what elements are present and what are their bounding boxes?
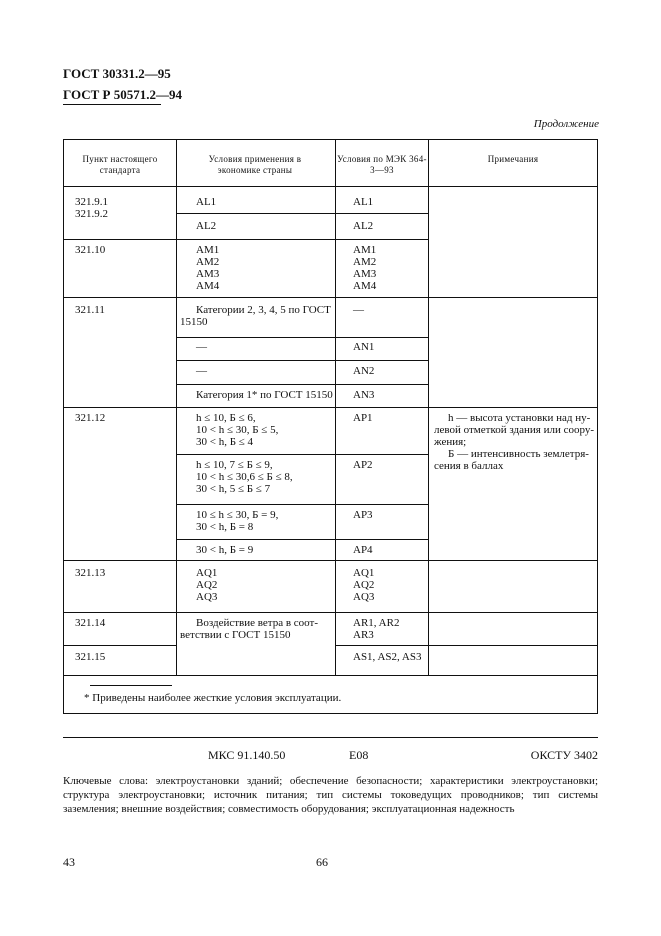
e-code: Е08	[349, 748, 369, 762]
condition-cell: Категории 2, 3, 4, 5 по ГОСТ	[196, 304, 331, 316]
iec-cell: AP1	[353, 412, 373, 424]
standard-title-2: ГОСТ Р 50571.2—94	[63, 87, 182, 102]
okstu-code: ОКСТУ 3402	[530, 748, 598, 762]
note-line: h — высота установки над ну-	[448, 412, 591, 424]
condition-cell: 30 < h, 5 ≤ Б ≤ 7	[196, 483, 271, 495]
condition-cell: 10 ≤ h ≤ 30, Б = 9,	[196, 509, 279, 521]
standard-title-1: ГОСТ 30331.2—95	[63, 66, 171, 81]
condition-cell: AM1	[196, 244, 220, 256]
iec-cell: AM2	[353, 256, 377, 268]
iec-cell: AR3	[353, 629, 374, 641]
iec-cell: AS1, AS2, AS3	[353, 651, 422, 663]
iec-cell: AP3	[353, 509, 373, 521]
iec-cell: AQ3	[353, 591, 375, 603]
iec-cell: AM3	[353, 268, 377, 280]
condition-cell: 10 < h ≤ 30,6 ≤ Б ≤ 8,	[196, 471, 293, 483]
clause-cell: 321.11	[75, 304, 105, 316]
condition-cell: AQ2	[196, 579, 218, 591]
note-line: Б — интенсивность землетря-	[448, 448, 589, 460]
iec-cell: AN2	[353, 365, 375, 377]
divider	[63, 737, 598, 738]
clause-cell: 321.10	[75, 244, 106, 256]
clause-cell: 321.15	[75, 651, 106, 663]
note-line: жения;	[434, 436, 467, 448]
col-header-conditions: Условия применения в экономике страны	[208, 154, 302, 175]
iec-cell: AM4	[353, 280, 377, 292]
condition-cell: AQ1	[196, 567, 218, 579]
condition-cell: AQ3	[196, 591, 218, 603]
condition-cell: —	[196, 365, 207, 377]
condition-cell: AL2	[196, 220, 217, 232]
condition-cell: AM3	[196, 268, 220, 280]
condition-cell: h ≤ 10, Б ≤ 6,	[196, 412, 256, 424]
condition-cell: ветствии с ГОСТ 15150	[180, 629, 291, 641]
clause-cell: 321.12	[75, 412, 106, 424]
note-line: левой отметкой здания или соору-	[434, 424, 594, 436]
condition-cell: 30 < h, Б ≤ 4	[196, 436, 254, 448]
condition-cell: Воздействие ветра в соот-	[196, 617, 318, 629]
iec-cell: AQ1	[353, 567, 375, 579]
condition-cell: 10 < h ≤ 30, Б ≤ 5,	[196, 424, 279, 436]
col-header-clause: Пункт настоящего стандарта	[82, 154, 158, 175]
note-line: сения в баллах	[434, 460, 504, 472]
condition-cell: Категория 1* по ГОСТ 15150	[196, 389, 333, 401]
iec-cell: AM1	[353, 244, 377, 256]
condition-cell: h ≤ 10, 7 ≤ Б ≤ 9,	[196, 459, 273, 471]
iec-cell: AQ2	[353, 579, 375, 591]
header-divider	[63, 104, 161, 105]
page-number-left: 43	[63, 855, 75, 869]
iec-cell: AN1	[353, 341, 375, 353]
clause-cell: 321.9.1	[75, 196, 108, 208]
condition-cell: 15150	[180, 316, 208, 328]
iec-cell: —	[353, 304, 364, 316]
clause-cell: 321.13	[75, 567, 106, 579]
condition-cell: AM2	[196, 256, 220, 268]
col-header-iec: Условия по МЭК 364-3—93	[337, 154, 427, 175]
condition-cell: 30 < h, Б = 9	[196, 544, 254, 556]
keywords: Ключевые слова: электроустановки зданий; обеспечение безопасности; характеристики электроустановки; структура электроустановки; источник питания; тип системы токоведущих проводников; тип системы заземления; внешние воздействия; совместимость оборудования; эксплуатационная надежность	[63, 775, 598, 815]
iec-cell: AN3	[353, 389, 375, 401]
iec-cell: AP4	[353, 544, 373, 556]
col-header-notes: Примечания	[487, 154, 539, 164]
mks-code: МКС 91.140.50	[208, 748, 286, 762]
condition-cell: AM4	[196, 280, 220, 292]
page-number-center: 66	[316, 855, 328, 869]
iec-cell: AL2	[353, 220, 374, 232]
condition-cell: 30 < h, Б = 8	[196, 521, 254, 533]
clause-cell: 321.9.2	[75, 208, 108, 220]
condition-cell: AL1	[196, 196, 217, 208]
iec-cell: AL1	[353, 196, 374, 208]
footnote: * Приведены наиболее жесткие условия эксплуатации.	[84, 692, 342, 704]
iec-cell: AR1, AR2	[353, 617, 400, 629]
conditions-table	[63, 139, 598, 714]
condition-cell: —	[196, 341, 207, 353]
clause-cell: 321.14	[75, 617, 106, 629]
iec-cell: AP2	[353, 459, 373, 471]
continuation-label: Продолжение	[533, 118, 599, 130]
